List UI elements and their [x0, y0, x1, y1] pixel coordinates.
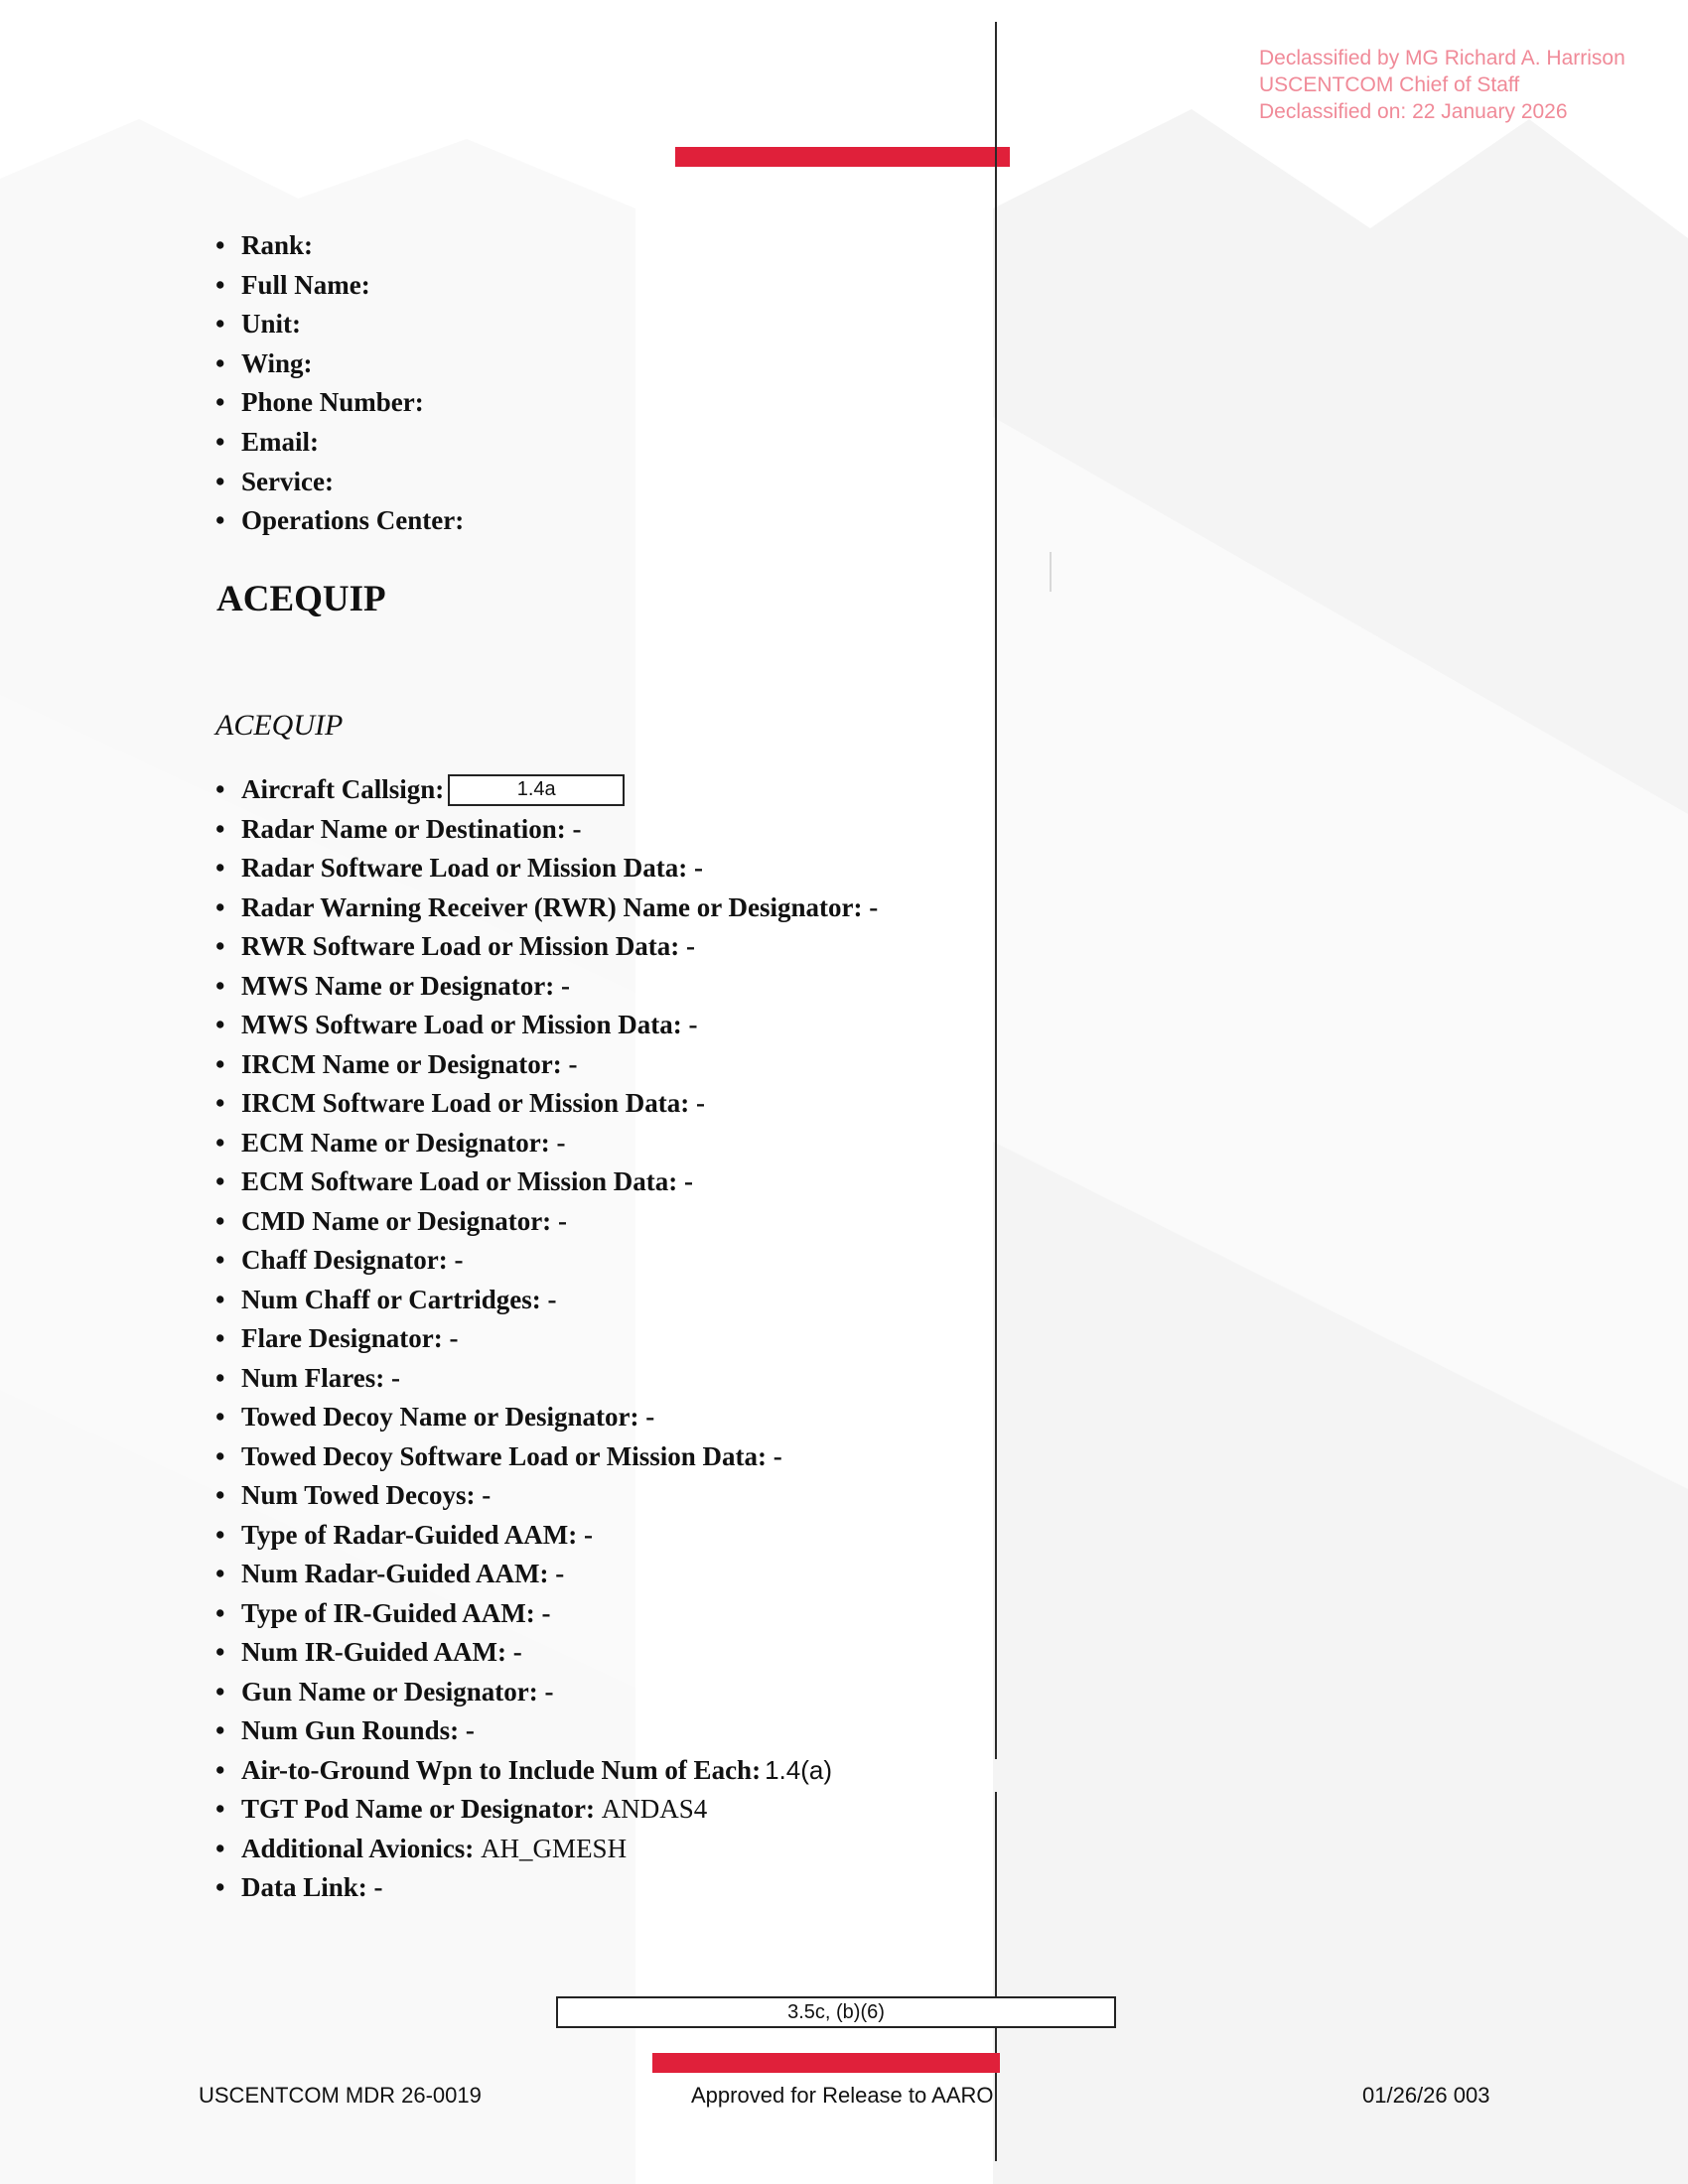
equipment-item — [215, 810, 878, 850]
field-value: - — [556, 1127, 566, 1158]
equipment-item — [215, 1790, 878, 1830]
redaction-box-callsign: 1.4a — [448, 774, 625, 806]
equipment-item — [215, 1673, 878, 1712]
field-label: Type of IR-Guided AAM: — [241, 1597, 535, 1628]
field-label: Radar Software Load or Mission Data: — [241, 853, 688, 883]
equipment-item — [215, 1319, 878, 1359]
redaction-box-bottom: 3.5c, (b)(6) — [556, 1996, 1116, 2028]
field-label: Towed Decoy Software Load or Mission Data: — [241, 1440, 767, 1471]
equipment-item — [215, 927, 878, 967]
field-label: Num Flares: — [241, 1362, 385, 1393]
field-value: - — [684, 1166, 693, 1196]
stamp-line-2: USCENTCOM Chief of Staff — [1259, 73, 1520, 96]
field-label: IRCM Name or Designator: — [241, 1048, 562, 1079]
equipment-item — [215, 1162, 878, 1202]
field-service: • Service: — [215, 463, 464, 502]
field-value: - — [696, 1088, 705, 1118]
equipment-item — [215, 1006, 878, 1045]
field-full-name: • Full Name: — [215, 266, 464, 306]
field-value: - — [686, 931, 696, 961]
section-subheading: ACEQUIP — [215, 709, 344, 742]
field-label: Flare Designator: — [241, 1323, 443, 1353]
field-label: Num Gun Rounds: — [241, 1715, 460, 1745]
equipment-field-list — [215, 770, 878, 1908]
field-value: - — [544, 1676, 554, 1706]
field-label: Num Chaff or Cartridges: — [241, 1284, 541, 1314]
vertical-scan-line-lower — [995, 1792, 997, 2161]
equipment-item — [215, 1830, 878, 1869]
stamp-line-1: Declassified by MG Richard A. Harrison — [1259, 47, 1625, 69]
field-unit: • Unit: — [215, 305, 464, 344]
field-aircraft-callsign — [215, 770, 878, 810]
field-value: - — [557, 1205, 567, 1236]
equipment-item — [215, 1711, 878, 1751]
equipment-item — [215, 1437, 878, 1477]
field-label: Num IR-Guided AAM: — [241, 1637, 507, 1667]
field-value: - — [568, 1048, 578, 1079]
field-label: TGT Pod Name or Designator: — [241, 1794, 595, 1824]
field-rank: • Rank: — [215, 226, 464, 266]
field-label: MWS Software Load or Mission Data: — [241, 1010, 682, 1039]
field-value: - — [688, 1010, 698, 1039]
field-label: Type of Radar-Guided AAM: — [241, 1519, 578, 1550]
field-wing: • Wing: — [215, 344, 464, 384]
equipment-item — [215, 1594, 878, 1634]
field-label: RWR Software Load or Mission Data: — [241, 931, 680, 961]
equipment-item — [215, 1202, 878, 1242]
field-phone-number: • Phone Number: — [215, 383, 464, 423]
field-email: • Email: — [215, 423, 464, 463]
vertical-scan-line — [995, 22, 997, 1759]
field-label: Gun Name or Designator: — [241, 1676, 538, 1706]
field-operations-center: • Operations Center: — [215, 501, 464, 541]
field-label: Radar Name or Destination: — [241, 813, 566, 844]
field-label: Air-to-Ground Wpn to Include Num of Each: — [241, 1754, 762, 1785]
field-value: - — [555, 1559, 565, 1588]
field-label: Num Radar-Guided AAM: — [241, 1559, 549, 1588]
footer-release-note: Approved for Release to AARO — [691, 2083, 994, 2108]
field-value: - — [547, 1284, 557, 1314]
stamp-line-3: Declassified on: 22 January 2026 — [1259, 100, 1568, 123]
scan-smudge — [1050, 552, 1052, 592]
field-value: AH_GMESH — [481, 1833, 628, 1863]
field-label: Chaff Designator: — [241, 1245, 448, 1275]
equipment-item — [215, 967, 878, 1007]
field-label: Aircraft Callsign: — [241, 774, 445, 804]
equipment-item — [215, 849, 878, 888]
section-heading: ACEQUIP — [216, 579, 386, 619]
field-value: - — [512, 1637, 522, 1667]
field-value: - — [482, 1480, 492, 1510]
field-label: Additional Avionics: — [241, 1833, 475, 1863]
equipment-item — [215, 1084, 878, 1124]
field-value: - — [560, 970, 570, 1001]
field-value: ANDAS4 — [601, 1794, 708, 1824]
field-value: - — [449, 1323, 459, 1353]
field-value: - — [541, 1597, 551, 1628]
equipment-item — [215, 1868, 878, 1908]
equipment-item — [215, 1398, 878, 1437]
field-value: - — [694, 853, 704, 883]
field-label: Radar Warning Receiver (RWR) Name or Designator: — [241, 891, 863, 922]
footer-document-id: USCENTCOM MDR 26-0019 — [199, 2083, 482, 2108]
field-label: ECM Name or Designator: — [241, 1127, 550, 1158]
declassification-stamp — [1259, 45, 1625, 125]
equipment-item — [215, 888, 878, 928]
equipment-item — [215, 1751, 878, 1791]
field-value: - — [454, 1245, 464, 1275]
equipment-item — [215, 1555, 878, 1594]
redaction-bar-top — [675, 147, 1010, 167]
field-label: Num Towed Decoys: — [241, 1480, 476, 1510]
equipment-item — [215, 1281, 878, 1320]
equipment-item — [215, 1045, 878, 1085]
equipment-item — [215, 1476, 878, 1516]
footer-date-code: 01/26/26 003 — [1362, 2083, 1490, 2108]
field-label: Towed Decoy Name or Designator: — [241, 1402, 639, 1432]
field-value: - — [390, 1362, 400, 1393]
equipment-item — [215, 1241, 878, 1281]
equipment-item — [215, 1124, 878, 1163]
field-value: - — [572, 813, 582, 844]
personnel-field-list — [215, 226, 464, 541]
equipment-item — [215, 1633, 878, 1673]
equipment-item — [215, 1516, 878, 1556]
field-value: - — [373, 1872, 383, 1902]
redaction-bar-bottom — [652, 2053, 1000, 2073]
field-value-redaction: 1.4(a) — [765, 1754, 832, 1785]
field-label: IRCM Software Load or Mission Data: — [241, 1088, 690, 1118]
field-label: ECM Software Load or Mission Data: — [241, 1166, 678, 1196]
field-label: CMD Name or Designator: — [241, 1205, 552, 1236]
field-label: Data Link: — [241, 1872, 367, 1902]
field-value: - — [869, 891, 879, 922]
field-value: - — [773, 1440, 782, 1471]
field-value: - — [584, 1519, 594, 1550]
field-value: - — [465, 1715, 475, 1745]
field-label: MWS Name or Designator: — [241, 970, 555, 1001]
equipment-item — [215, 1359, 878, 1399]
field-value: - — [645, 1402, 655, 1432]
